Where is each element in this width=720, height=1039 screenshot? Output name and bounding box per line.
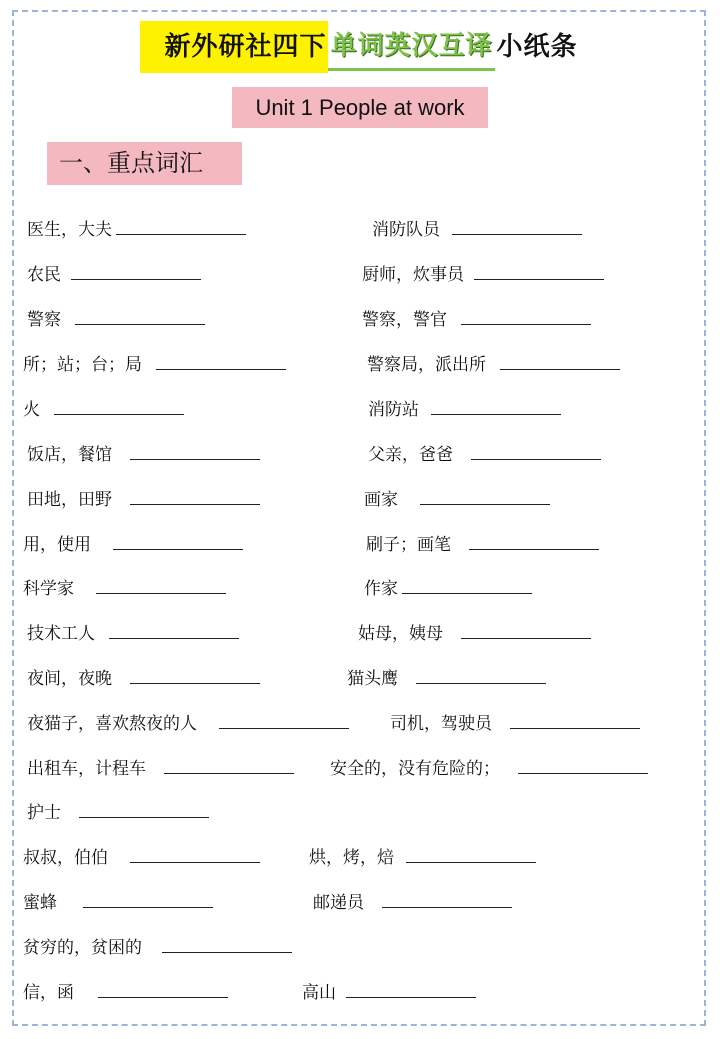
vocab-label: 夜间，夜晚 bbox=[27, 669, 112, 689]
vocab-label: 技术工人 bbox=[27, 624, 95, 644]
answer-blank[interactable] bbox=[162, 936, 292, 953]
vocab-item bbox=[23, 353, 286, 377]
answer-blank[interactable] bbox=[130, 443, 260, 460]
answer-blank[interactable] bbox=[75, 308, 205, 325]
vocab-label: 警察局，派出所 bbox=[367, 355, 486, 375]
vocab-item bbox=[347, 667, 546, 691]
answer-blank[interactable] bbox=[71, 263, 201, 280]
answer-blank[interactable] bbox=[164, 757, 294, 774]
vocab-label: 医生，大夫 bbox=[27, 220, 112, 240]
vocab-label: 火 bbox=[23, 400, 40, 420]
answer-blank[interactable] bbox=[510, 712, 640, 729]
answer-blank[interactable] bbox=[79, 801, 209, 818]
vocab-label: 所；站；台；局 bbox=[23, 355, 142, 375]
vocab-item bbox=[23, 577, 226, 601]
vocab-item bbox=[364, 577, 532, 601]
answer-blank[interactable] bbox=[431, 398, 561, 415]
answer-blank[interactable] bbox=[406, 846, 536, 863]
vocab-item bbox=[27, 308, 205, 332]
answer-blank[interactable] bbox=[130, 488, 260, 505]
answer-blank[interactable] bbox=[98, 981, 228, 998]
answer-blank[interactable] bbox=[156, 353, 286, 370]
vocab-label: 警察，警官 bbox=[362, 310, 447, 330]
vocab-item bbox=[27, 218, 246, 242]
vocab-item bbox=[27, 667, 260, 691]
answer-blank[interactable] bbox=[382, 891, 512, 908]
vocab-item bbox=[23, 891, 213, 915]
answer-blank[interactable] bbox=[518, 757, 648, 774]
vocab-item bbox=[368, 443, 601, 467]
vocab-label: 刷子；画笔 bbox=[366, 535, 451, 555]
vocab-label: 画家 bbox=[364, 490, 398, 510]
vocab-label: 消防队员 bbox=[372, 220, 440, 240]
answer-blank[interactable] bbox=[113, 533, 243, 550]
vocab-label: 安全的，没有危险的； bbox=[330, 759, 500, 779]
vocab-item bbox=[23, 981, 228, 1005]
vocab-label: 夜猫子，喜欢熬夜的人 bbox=[27, 714, 197, 734]
answer-blank[interactable] bbox=[474, 263, 604, 280]
title-part-2: 单词英汉互译 bbox=[328, 24, 494, 71]
vocab-label: 厨师，炊事员 bbox=[362, 265, 464, 285]
answer-blank[interactable] bbox=[452, 218, 582, 235]
answer-blank[interactable] bbox=[346, 981, 476, 998]
title-part-3: 小纸条 bbox=[496, 32, 578, 62]
vocab-label: 用，使用 bbox=[23, 535, 91, 555]
vocab-item bbox=[366, 533, 599, 557]
answer-blank[interactable] bbox=[130, 846, 260, 863]
vocab-item bbox=[27, 712, 349, 736]
answer-blank[interactable] bbox=[461, 308, 591, 325]
answer-blank[interactable] bbox=[83, 891, 213, 908]
vocab-label: 作家 bbox=[364, 579, 398, 599]
vocab-item bbox=[330, 757, 648, 781]
vocab-label: 饭店，餐馆 bbox=[27, 445, 112, 465]
vocab-label: 蜜蜂 bbox=[23, 893, 57, 913]
answer-blank[interactable] bbox=[54, 398, 184, 415]
vocab-label: 猫头鹰 bbox=[347, 669, 398, 689]
vocab-item bbox=[27, 757, 294, 781]
vocab-label: 农民 bbox=[27, 265, 61, 285]
section-heading: 一、重点词汇 bbox=[47, 142, 242, 185]
answer-blank[interactable] bbox=[461, 622, 591, 639]
vocab-label: 科学家 bbox=[23, 579, 74, 599]
answer-blank[interactable] bbox=[420, 488, 550, 505]
vocab-label: 叔叔，伯伯 bbox=[23, 848, 108, 868]
answer-blank[interactable] bbox=[109, 622, 239, 639]
vocab-label: 司机，驾驶员 bbox=[390, 714, 492, 734]
vocab-item bbox=[27, 443, 260, 467]
unit-heading: Unit 1 People at work bbox=[232, 87, 488, 128]
vocab-item bbox=[358, 622, 591, 646]
vocab-label: 消防站 bbox=[368, 400, 419, 420]
answer-blank[interactable] bbox=[116, 218, 246, 235]
vocab-label: 田地，田野 bbox=[27, 490, 112, 510]
vocab-item bbox=[372, 218, 582, 242]
vocab-item bbox=[23, 846, 260, 870]
vocab-label: 护士 bbox=[27, 803, 61, 823]
vocab-item bbox=[27, 263, 201, 287]
page-title bbox=[0, 20, 720, 74]
vocab-item bbox=[364, 488, 550, 512]
vocab-item bbox=[309, 846, 536, 870]
vocab-item bbox=[27, 622, 239, 646]
vocab-item bbox=[367, 353, 620, 377]
vocab-item bbox=[368, 398, 561, 422]
vocab-item bbox=[23, 398, 184, 422]
vocab-item bbox=[23, 936, 292, 960]
vocab-item bbox=[27, 801, 209, 825]
answer-blank[interactable] bbox=[219, 712, 349, 729]
vocab-label: 高山 bbox=[302, 983, 336, 1003]
title-part-1: 新外研社四下 bbox=[140, 21, 328, 73]
vocab-item bbox=[362, 263, 604, 287]
vocab-label: 警察 bbox=[27, 310, 61, 330]
answer-blank[interactable] bbox=[96, 577, 226, 594]
vocab-label: 邮递员 bbox=[313, 893, 364, 913]
vocab-item bbox=[313, 891, 512, 915]
vocab-item bbox=[362, 308, 591, 332]
vocab-item bbox=[23, 533, 243, 557]
answer-blank[interactable] bbox=[500, 353, 620, 370]
vocab-item bbox=[27, 488, 260, 512]
answer-blank[interactable] bbox=[471, 443, 601, 460]
vocab-item bbox=[390, 712, 640, 736]
vocab-label: 烘，烤，焙 bbox=[309, 848, 394, 868]
vocab-label: 信，函 bbox=[23, 983, 74, 1003]
vocab-label: 父亲，爸爸 bbox=[368, 445, 453, 465]
vocab-label: 姑母，姨母 bbox=[358, 624, 443, 644]
vocab-label: 出租车，计程车 bbox=[27, 759, 146, 779]
answer-blank[interactable] bbox=[469, 533, 599, 550]
answer-blank[interactable] bbox=[416, 667, 546, 684]
answer-blank[interactable] bbox=[130, 667, 260, 684]
vocab-label: 贫穷的，贫困的 bbox=[23, 938, 142, 958]
vocab-item bbox=[302, 981, 476, 1005]
answer-blank[interactable] bbox=[402, 577, 532, 594]
